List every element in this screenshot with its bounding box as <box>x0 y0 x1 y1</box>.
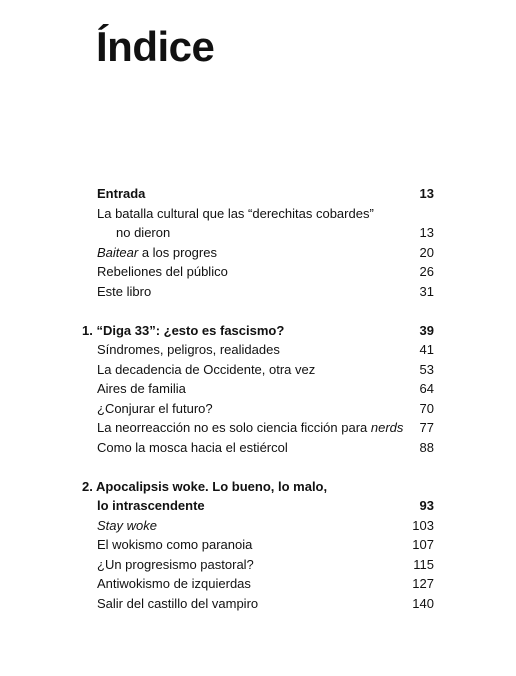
toc-entry-italic: Baitear <box>97 244 139 260</box>
toc-entry <box>82 204 434 224</box>
toc-entry-title: ¿Un progresismo pastoral? <box>97 556 254 572</box>
toc-entry-italic: Stay woke <box>97 517 157 533</box>
toc-entry-title: Este libro <box>97 283 152 299</box>
toc-entry-title: lo intrascendente <box>97 498 205 513</box>
toc-page-number: 20 <box>419 244 434 260</box>
toc-page-number: 39 <box>419 322 434 338</box>
toc-chapter-heading <box>82 184 434 204</box>
toc-entry <box>82 516 434 536</box>
toc-entry-title: 2. Apocalipsis woke. Lo bueno, lo malo, <box>82 478 328 494</box>
toc-entry-title: Síndromes, peligros, realidades <box>97 342 280 357</box>
toc-section-entrada <box>82 184 434 301</box>
toc-entry <box>82 535 434 555</box>
toc-page-number: 26 <box>419 264 434 279</box>
toc-page-number: 103 <box>412 517 434 533</box>
toc-page-number: 115 <box>413 556 434 572</box>
toc-entry-title: El wokismo como paranoia <box>97 537 253 552</box>
toc-entry <box>82 555 434 575</box>
toc-chapter-heading-continued <box>82 496 434 516</box>
toc-entry-italic: nerds <box>370 420 404 435</box>
toc-entry-title: La decadencia de Occidente, otra vez <box>97 361 316 377</box>
toc-page-number: 70 <box>419 400 434 416</box>
toc-entry-title: Entrada <box>97 186 146 201</box>
toc-page-number: 53 <box>419 361 434 377</box>
toc-page-number: 31 <box>419 283 434 299</box>
toc-entry <box>82 262 434 282</box>
page-title: Índice <box>96 23 215 70</box>
toc-entry <box>82 340 434 360</box>
toc-entry-title: Como la mosca hacia el estiércol <box>97 439 288 455</box>
toc-entry <box>82 282 434 302</box>
toc-entry <box>82 243 434 263</box>
toc-page-number: 127 <box>412 576 434 591</box>
toc-page-number: 107 <box>412 537 434 552</box>
toc-entry-title: La batalla cultural que las “derechitas cobardes” <box>97 205 374 221</box>
toc-entry-title: Antiwokismo de izquierdas <box>97 576 251 591</box>
toc-entry-title: Rebeliones del público <box>97 264 228 279</box>
toc-section-chapter-2 <box>82 477 434 614</box>
toc-entry <box>82 399 434 419</box>
toc-page-number: 41 <box>419 342 434 357</box>
toc-entry-title: La neorreacción no es solo ciencia ficción para nerds <box>97 420 404 435</box>
toc-entry-title: Aires de familia <box>97 381 186 396</box>
toc-page-number: 13 <box>419 186 434 201</box>
toc-entry <box>82 223 434 243</box>
toc-entry <box>82 379 434 399</box>
toc-section-chapter-1 <box>82 321 434 458</box>
toc-entry-title: 1. “Diga 33”: ¿esto es fascismo? <box>82 322 285 338</box>
toc-page-number: 93 <box>419 498 434 513</box>
toc-page-number: 77 <box>419 420 434 435</box>
toc-entry <box>82 594 434 614</box>
toc-chapter-heading <box>82 477 434 497</box>
toc-entry-title: no dieron <box>116 225 171 240</box>
toc-page-number: 13 <box>419 225 434 240</box>
toc-entry-title: ¿Conjurar el futuro? <box>97 400 213 416</box>
toc-entry-title: Salir del castillo del vampiro <box>97 595 259 611</box>
toc-page-number: 64 <box>419 381 434 396</box>
toc-chapter-heading <box>82 321 434 341</box>
table-of-contents <box>82 184 434 613</box>
toc-entry <box>82 360 434 380</box>
toc-entry <box>82 438 434 458</box>
toc-entry <box>82 418 434 438</box>
toc-entry-title <box>82 516 157 536</box>
toc-page-number: 88 <box>419 439 434 455</box>
toc-entry-title: Baitear a los progres <box>97 244 217 260</box>
toc-entry <box>82 574 434 594</box>
toc-page-number: 140 <box>412 595 434 611</box>
